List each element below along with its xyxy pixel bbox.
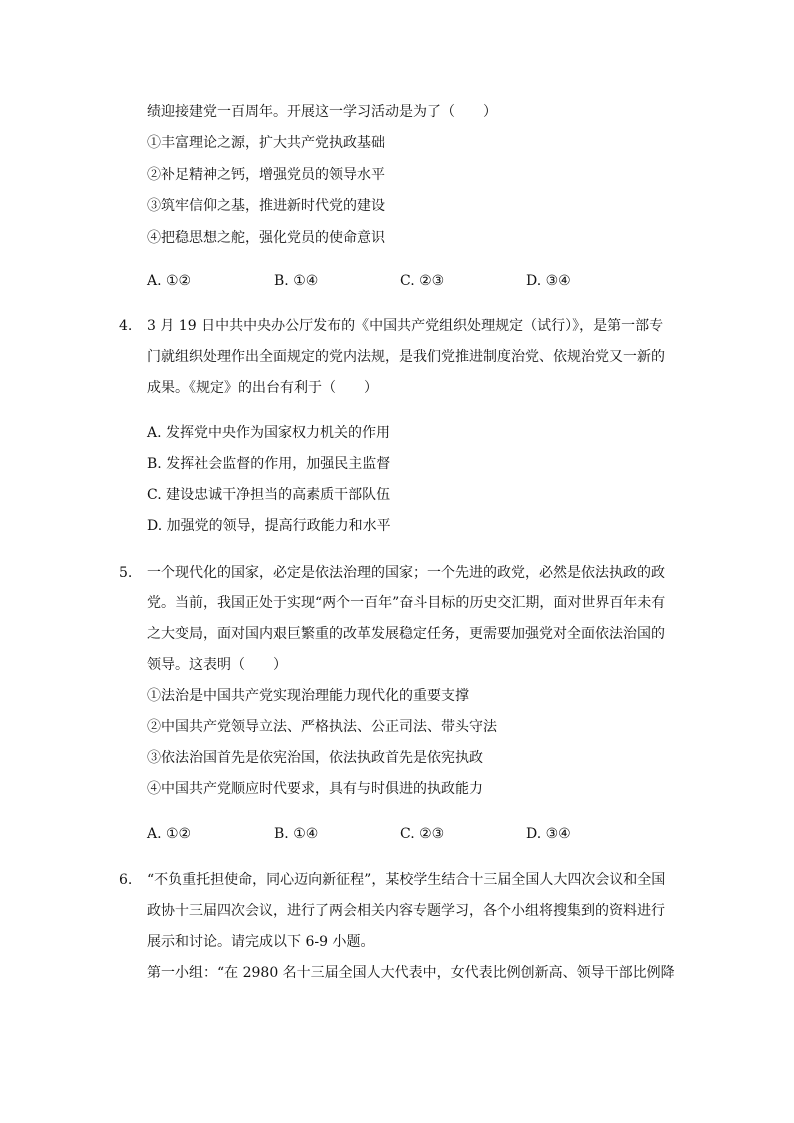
q5-choice-a: A. ①② — [147, 826, 192, 842]
q3-choice-c: C. ②③ — [400, 273, 445, 289]
q4-stem-line-2: 门就组织处理作出全面规定的党内法规，是我们党推进制度治党、依规治党又一新的 — [147, 349, 665, 365]
q4-option-a: A. 发挥党中央作为国家权力机关的作用 — [147, 425, 391, 441]
q3-choice-a: A. ①② — [147, 273, 192, 289]
q5-choice-c: C. ②③ — [400, 826, 445, 842]
q6-stem-line-2: 政协十三届四次会议，进行了两会相关内容专题学习，各个小组将搜集到的资料进行 — [147, 903, 665, 919]
q5-item-4: ④中国共产党顺应时代要求，具有与时俱进的执政能力 — [147, 781, 483, 797]
q4-number: 4. — [119, 318, 133, 334]
q5-stem-line-2: 党。当前，我国正处于实现“两个一百年”奋斗目标的历史交汇期，面对世界百年未有 — [147, 595, 666, 611]
q4-stem-line-3: 成果。《规定》的出台有利于（ ） — [147, 380, 378, 396]
q5-item-1: ①法治是中国共产党实现治理能力现代化的重要支撑 — [147, 688, 469, 704]
q3-item-2: ②补足精神之钙，增强党员的领导水平 — [147, 167, 385, 183]
q3-choice-b: B. ①④ — [274, 273, 319, 289]
q3-choice-d: D. ③④ — [526, 273, 571, 289]
q5-stem-line-1: 一个现代化的国家，必定是依法治理的国家；一个先进的政党，必然是依法执政的政 — [147, 565, 665, 581]
q4-option-c: C. 建设忠诚干净担当的高素质干部队伍 — [147, 487, 391, 503]
q4-option-d: D. 加强党的领导，提高行政能力和水平 — [147, 518, 391, 534]
q3-stem-end: 绩迎接建党一百周年。开展这一学习活动是为了（ ） — [147, 104, 497, 120]
q5-choice-d: D. ③④ — [526, 826, 571, 842]
q3-item-4: ④把稳思想之舵，强化党员的使命意识 — [147, 230, 385, 246]
q5-item-3: ③依法治国首先是依宪治国，依法执政首先是依宪执政 — [147, 750, 483, 766]
q5-choice-b: B. ①④ — [274, 826, 319, 842]
q4-stem-line-1: 3 月 19 日中共中央办公厅发布的《中国共产党组织处理规定（试行）》，是第一部专 — [147, 318, 664, 334]
q3-item-1: ①丰富理论之源，扩大共产党执政基础 — [147, 135, 385, 151]
q5-stem-line-3: 之大变局，面对国内艰巨繁重的改革发展稳定任务，更需要加强党对全面依法治国的 — [147, 626, 665, 642]
q5-number: 5. — [119, 565, 133, 581]
q6-stem-line-4: 第一小组：“在 2980 名十三届全国人大代表中，女代表比例创新高、领导干部比例降 — [147, 965, 675, 981]
q4-option-b: B. 发挥社会监督的作用，加强民主监督 — [147, 456, 391, 472]
q6-stem-line-1: “不负重托担使命，同心迈向新征程”，某校学生结合十三届全国人大四次会议和全国 — [147, 872, 666, 888]
q6-number: 6. — [119, 872, 133, 888]
q3-item-3: ③筑牢信仰之基，推进新时代党的建设 — [147, 198, 385, 214]
q6-stem-line-3: 展示和讨论。请完成以下 6-9 小题。 — [147, 934, 375, 950]
q5-stem-line-4: 领导。这表明（ ） — [147, 657, 287, 673]
q5-item-2: ②中国共产党领导立法、严格执法、公正司法、带头守法 — [147, 719, 497, 735]
